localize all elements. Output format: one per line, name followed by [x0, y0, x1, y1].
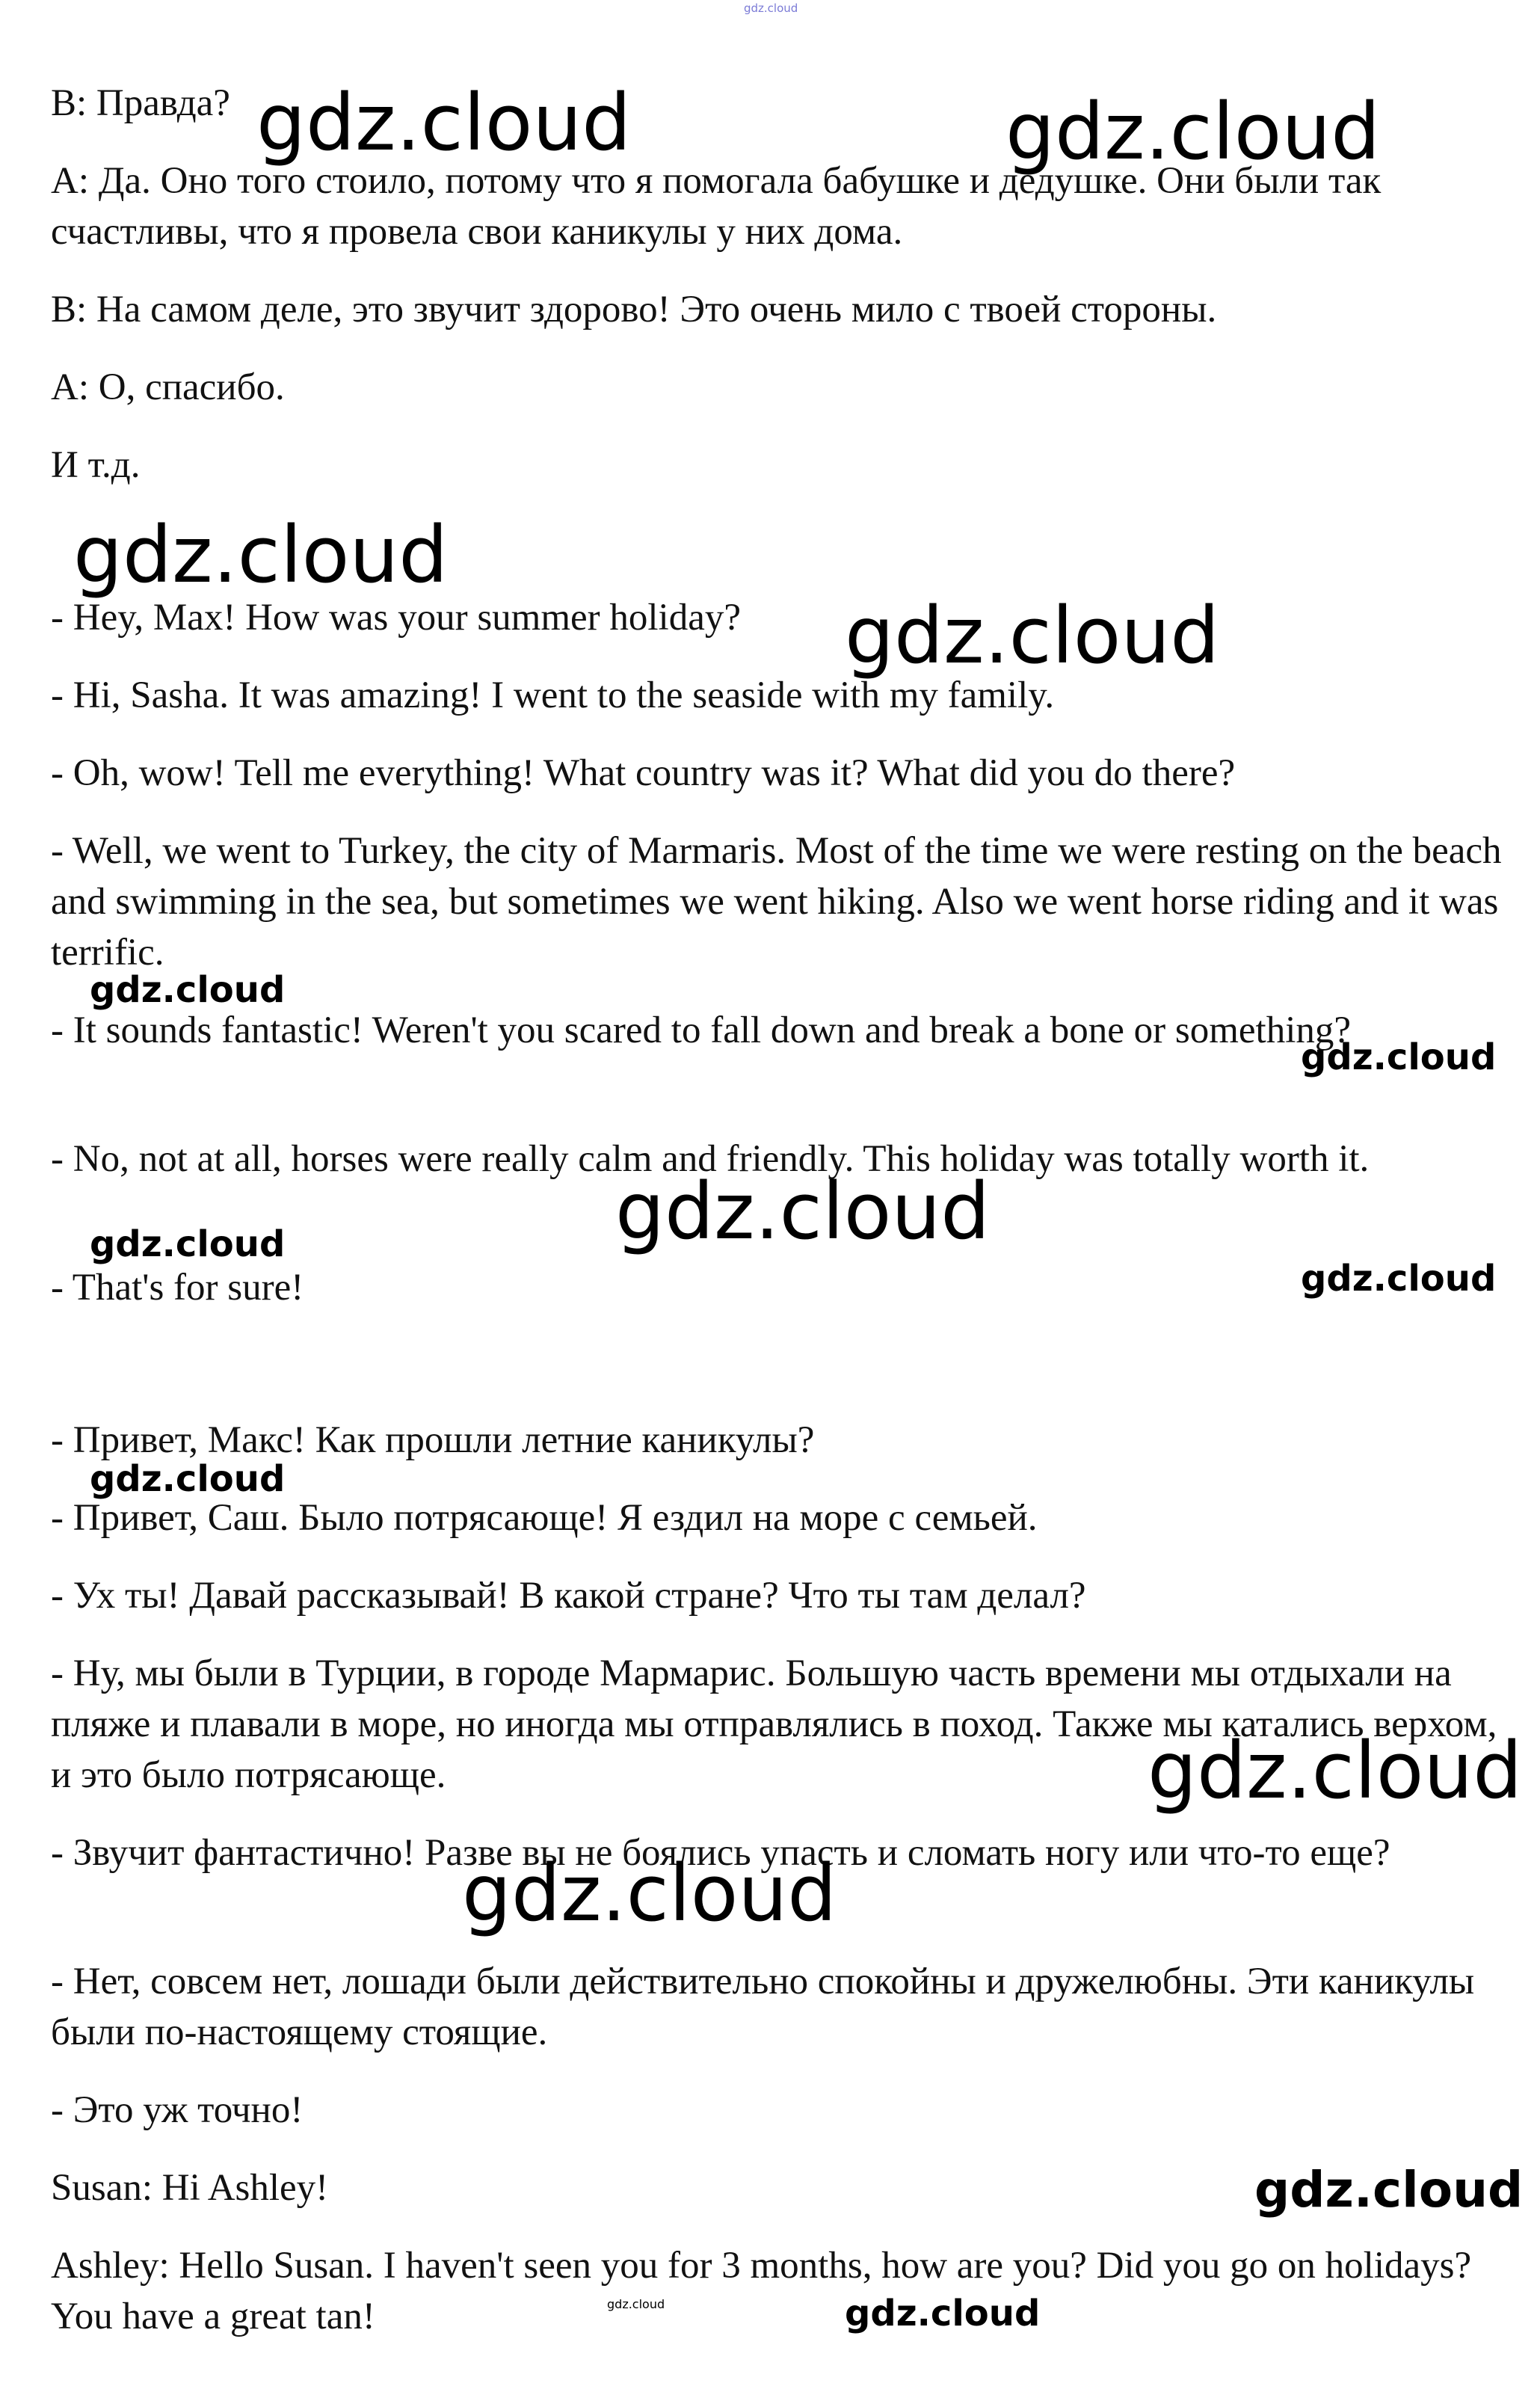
paragraph-3: B: На самом деле, это звучит здорово! Это очень мило с твоей стороны.: [51, 289, 1217, 331]
paragraph-1: B: Правда?: [51, 82, 230, 124]
watermark: gdz.cloud: [462, 1848, 837, 1939]
watermark: gdz.cloud: [1301, 1036, 1497, 1078]
paragraph-5: И т.д.: [51, 444, 141, 486]
watermark: gdz.cloud: [615, 1166, 991, 1257]
paragraph-20: Susan: Hi Ashley!: [51, 2167, 329, 2209]
watermark: gdz.cloud: [73, 509, 449, 600]
watermark: gdz.cloud: [90, 1223, 286, 1265]
paragraph-17: - Звучит фантастично! Разве вы не боялись упасть и сломать ногу или что-то еще?: [51, 1832, 1390, 1874]
watermark: gdz.cloud: [1254, 2161, 1524, 2219]
paragraph-21: Ashley: Hello Susan. I haven't seen you for 3 months, how are you? Did you go on holidays? You have a great tan!: [51, 2245, 1472, 2337]
paragraph-15: - Ух ты! Давай рассказывай! В какой стране? Что ты там делал?: [51, 1575, 1086, 1617]
paragraph-16: - Ну, мы были в Турции, в городе Мармарис. Большую часть времени мы отдыхали на пляже и плавали в море, но иногда мы отправлялись в поход. Также мы катались верхом, и это было потрясающе.: [51, 1653, 1497, 1796]
paragraph-18: - Нет, совсем нет, лошади были действительно спокойны и дружелюбны. Эти каникулы были по-настоящему стоящие.: [51, 1961, 1475, 2053]
paragraph-8: - Oh, wow! Tell me everything! What country was it? What did you do there?: [51, 752, 1236, 794]
paragraph-4: A: О, спасибо.: [51, 366, 285, 408]
paragraph-2: A: Да. Оно того стоило, потому что я помогала бабушке и дедушке. Они были так счастливы, что я провела свои каникулы у них дома.: [51, 160, 1382, 253]
paragraph-10: - It sounds fantastic! Weren't you scared to fall down and break a bone or something?: [51, 1009, 1352, 1051]
paragraph-14: - Привет, Саш. Было потрясающе! Я ездил на море с семьей.: [51, 1497, 1038, 1539]
paragraph-6: - Hey, Max! How was your summer holiday?: [51, 597, 741, 639]
watermark-top: gdz.cloud: [744, 1, 798, 15]
paragraph-7: - Hi, Sasha. It was amazing! I went to the seaside with my family.: [51, 674, 1055, 716]
watermark: gdz.cloud: [256, 77, 632, 168]
paragraph-9: - Well, we went to Turkey, the city of Marmaris. Most of the time we were resting on the beach and swimming in the sea, but sometimes we went hiking. Also we went horse riding and it was terrific.: [51, 830, 1502, 974]
paragraph-12: - That's for sure!: [51, 1267, 304, 1309]
watermark: gdz.cloud: [1301, 1258, 1497, 1300]
paragraph-19: - Это уж точно!: [51, 2089, 304, 2131]
watermark: gdz.cloud: [1005, 86, 1381, 177]
paragraph-11: - No, not at all, horses were really calm and friendly. This holiday was totally worth it.: [51, 1138, 1370, 1180]
watermark: gdz.cloud: [1148, 1725, 1523, 1816]
watermark: gdz.cloud: [845, 2293, 1041, 2334]
watermark: gdz.cloud: [845, 590, 1220, 681]
watermark: gdz.cloud: [90, 969, 286, 1011]
paragraph-13: - Привет, Макс! Как прошли летние каникулы?: [51, 1419, 815, 1461]
watermark: gdz.cloud: [90, 1458, 286, 1500]
watermark-tiny: gdz.cloud: [607, 2297, 665, 2311]
